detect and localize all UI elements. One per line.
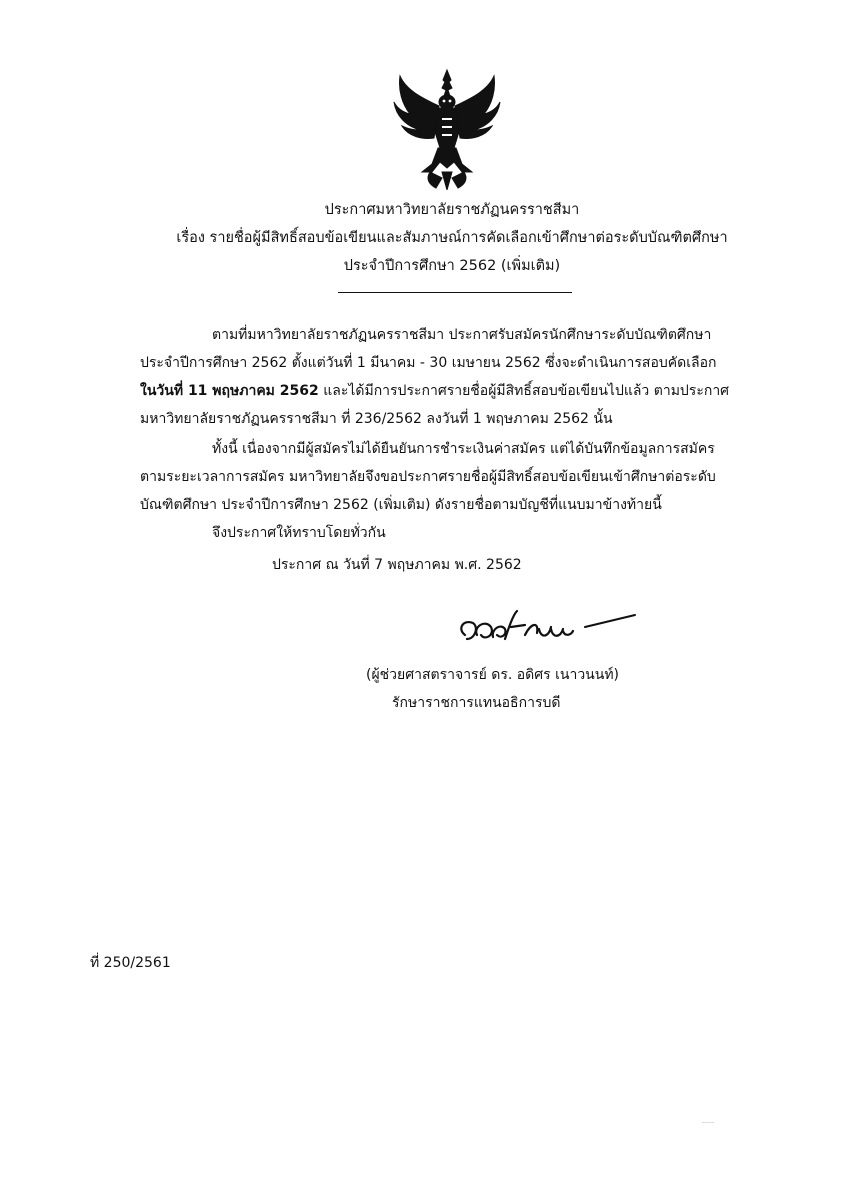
announcement-year: ประจำปีการศึกษา 2562 (เพิ่มเติม) [343,258,561,274]
scan-mark [702,1122,714,1123]
announcement-subject: เรื่อง รายชื่อผู้มีสิทธิ์สอบข้อเขียนและสัมภาษณ์การคัดเลือกเข้าศึกษาต่อระดับบัณฑิตศึกษา [176,230,728,246]
paragraph-2-line-3: บัณฑิตศึกษา ประจำปีการศึกษา 2562 (เพิ่มเติม) ดังรายชื่อตามบัญชีที่แนบมาข้างท้ายนี้ [140,497,662,513]
closing-statement: จึงประกาศให้ทราบโดยทั่วกัน [212,525,386,541]
signatory-name: (ผู้ช่วยศาสตราจารย์ ดร. อดิศร เนาวนนท์) [366,667,620,683]
signatory-position: รักษาราชการแทนอธิการบดี [392,695,561,711]
announcement-title: ประกาศมหาวิทยาลัยราชภัฏนครราชสีมา [324,202,580,218]
handwritten-signature [455,605,685,655]
paragraph-2-line-1: ทั้งนี้ เนื่องจากมีผู้สมัครไม่ได้ยืนยันการชำระเงินค่าสมัคร แต่ได้บันทึกข้อมูลการสมัคร [212,441,715,457]
exam-date-highlight: ในวันที่ 11 พฤษภาคม 2562 [140,383,319,399]
document-number: ที่ 250/2561 [90,955,171,971]
paragraph-1-line-2: ประจำปีการศึกษา 2562 ตั้งแต่วันที่ 1 มีนาคม - 30 เมษายน 2562 ซึ่งจะดำเนินการสอบคัดเลือก [140,355,717,371]
paragraph-1-line-1: ตามที่มหาวิทยาลัยราชภัฏนครราชสีมา ประกาศรับสมัครนักศึกษาระดับบัณฑิตศึกษา [212,327,712,343]
paragraph-1-line-4: มหาวิทยาลัยราชภัฏนครราชสีมา ที่ 236/2562 ลงวันที่ 1 พฤษภาคม 2562 นั้น [140,411,613,427]
paragraph-2-line-2: ตามระยะเวลาการสมัคร มหาวิทยาลัยจึงขอประกาศรายชื่อผู้มีสิทธิ์สอบข้อเขียนเข้าศึกษาต่อระดับ [140,469,716,485]
paragraph-1-line-3 [140,380,729,402]
garuda-emblem-icon [392,68,502,190]
announcement-date: ประกาศ ณ วันที่ 7 พฤษภาคม พ.ศ. 2562 [272,557,522,573]
paragraph-1-line-3-rest: และได้มีการประกาศรายชื่อผู้มีสิทธิ์สอบข้อเขียนไปแล้ว ตามประกาศ [318,383,730,399]
title-divider [338,292,572,293]
